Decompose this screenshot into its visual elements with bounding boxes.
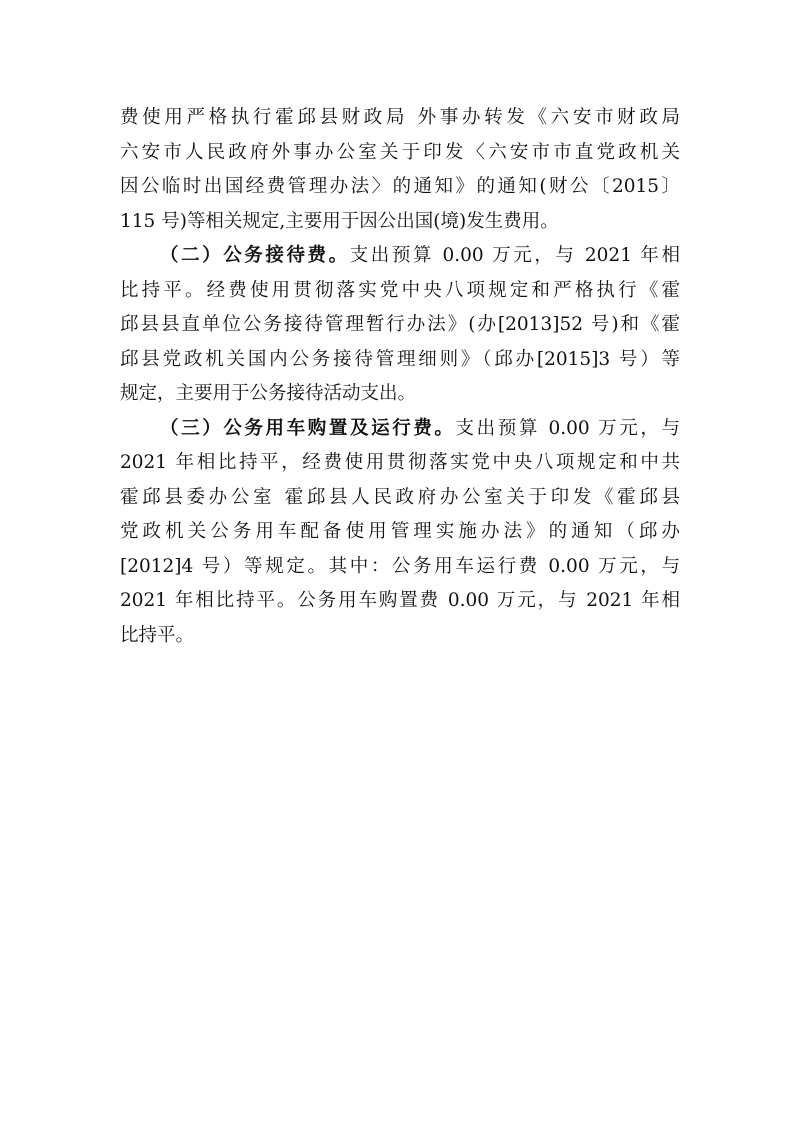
text-line: 比持平。 [120,624,195,646]
text-line: 因公临时出国经费管理办法〉的通知》的通知(财公〔2015〕 [120,176,680,197]
paragraph-outbound-travel [120,101,680,239]
section-heading-reception: （二）公务接待费。 [160,245,350,266]
document-body [120,101,680,653]
text-line [120,412,680,447]
text-line [120,239,680,274]
text-line: 邱县县直单位公务接待管理暂行办法》(办[2013]52 号)和《霍 [120,314,680,335]
text-line: [2012]4 号）等规定。其中：公务用车运行费 0.00 万元，与 [120,555,680,577]
text-line: 六安市人民政府外事办公室关于印发〈六安市市直党政机关 [120,141,680,163]
text-line: 党政机关公务用车配备使用管理实施办法》的通知（邱办 [120,521,680,542]
section-heading-vehicles: （三）公务用车购置及运行费。 [160,417,456,439]
paragraph-reception-expenses [120,239,680,412]
text-line: 霍邱县委办公室 霍邱县人民政府办公室关于印发《霍邱县 [120,486,680,508]
text-line: 费使用严格执行霍邱县财政局 外事办转发《六安市财政局 [120,107,680,128]
text-line: 115 号)等相关规定,主要用于因公出国(境)发生费用。 [120,210,559,232]
text-line: 2021 年相比持平。公务用车购置费 0.00 万元，与 2021 年相 [120,590,680,611]
text-line: 规定，主要用于公务接待活动支出。 [120,383,417,404]
text-line: 比持平。经费使用贯彻落实党中央八项规定和严格执行《霍 [120,279,680,301]
text-run: 支出预算 0.00 万元，与 [455,417,680,439]
text-line: 邱县党政机关国内公务接待管理细则》（邱办[2015]3 号）等 [120,348,680,370]
text-line: 2021 年相比持平，经费使用贯彻落实党中央八项规定和中共 [120,452,680,473]
text-run: 支出预算 0.00 万元，与 2021 年相 [349,245,680,266]
paragraph-vehicle-expenses [120,412,680,654]
